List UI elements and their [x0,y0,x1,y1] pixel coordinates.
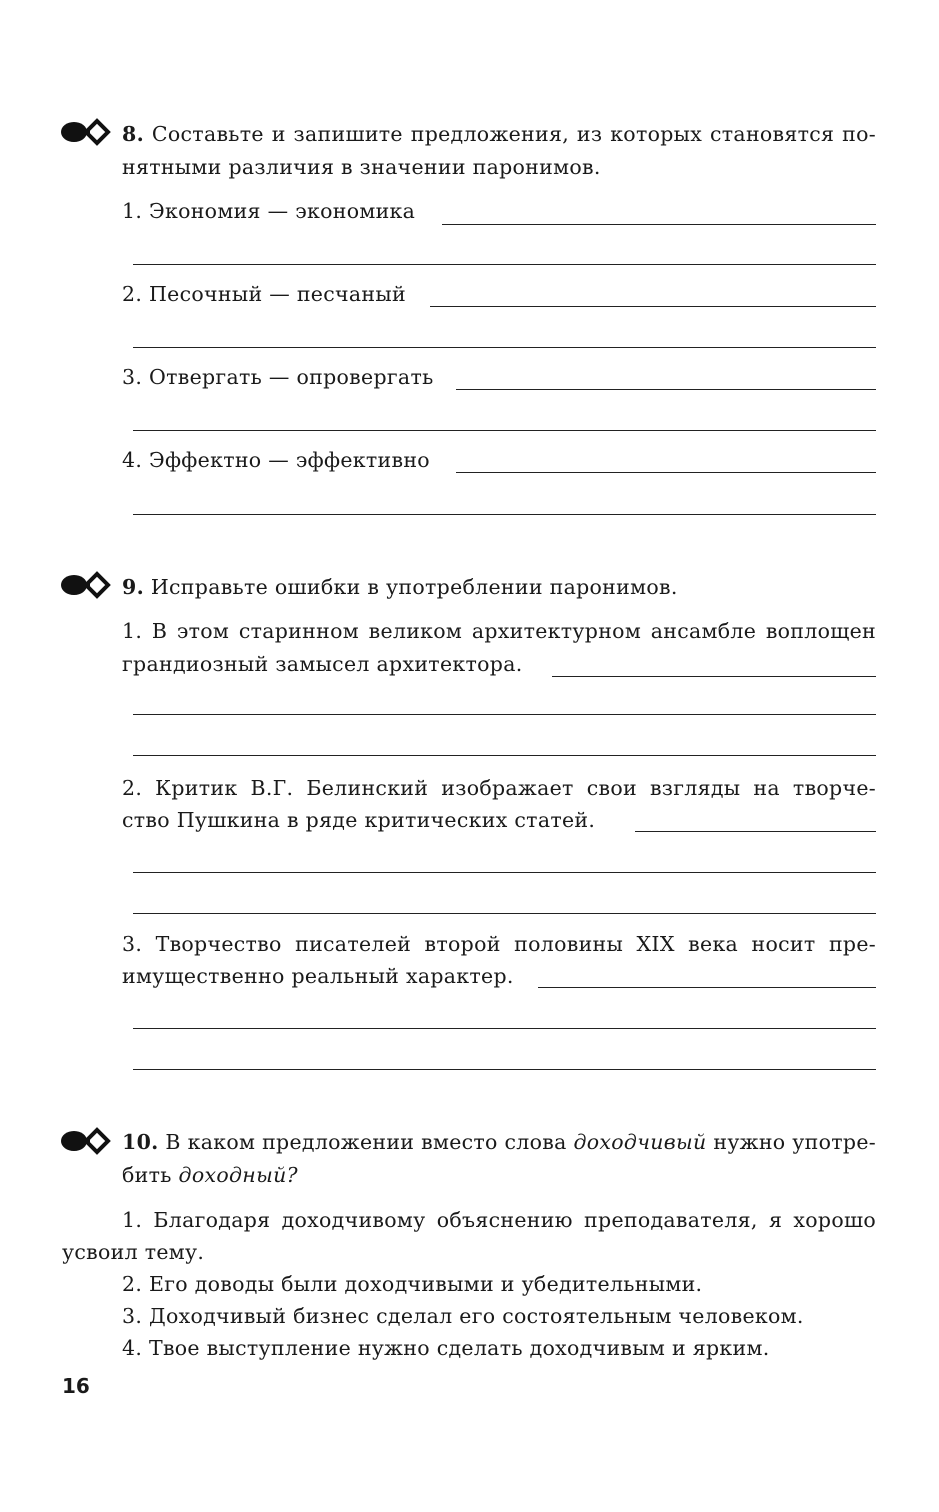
page-number: 16 [62,1374,90,1398]
answer-line[interactable] [133,755,876,756]
task10-prompt-line2 [122,1159,298,1191]
task8-prompt-text: Составьте и запишите предложения, из которых становятся по- [151,122,876,146]
task9-item-1-line1: 1. В этом старинном великом архитектурном ансамбле воплощен [122,619,876,643]
task9-item-3-line2: имущественно реальный характер. [122,964,514,988]
answer-line[interactable] [133,872,876,873]
task-marker-icon [60,118,112,146]
answer-line[interactable] [133,264,876,265]
task9-item-3-line1: 3. Творчество писателей второй половины XIX века носит пре- [122,932,876,956]
task10-prompt-a: В каком предложении вместо слова [165,1130,567,1154]
task8-item-4: 4. Эффектно — эффективно [122,448,430,472]
task10-option-2: 2. Его доводы были доходчивыми и убедительными. [122,1272,703,1296]
answer-line[interactable] [456,472,876,473]
task9-prompt [122,571,678,603]
answer-line[interactable] [133,430,876,431]
task9-prompt-text: Исправьте ошибки в употреблении паронимов. [150,575,678,599]
task8-item-1: 1. Экономия — экономика [122,199,416,223]
answer-line[interactable] [442,224,876,225]
answer-line[interactable] [133,514,876,515]
task8-prompt-line2: нятными различия в значении паронимов. [122,155,601,179]
answer-line[interactable] [133,913,876,914]
task10-word-dokhodnyi: доходный? [178,1163,298,1187]
task9-item-2-line1: 2. Критик В.Г. Белинский изображает свои взгляды на творче- [122,776,876,800]
task8-item-3: 3. Отвергать — опровергать [122,365,434,389]
task9-number: 9. [122,575,145,599]
task-marker-icon [60,1127,112,1155]
answer-line[interactable] [430,306,876,307]
answer-line[interactable] [133,1069,876,1070]
task-marker-icon [60,571,112,599]
answer-line[interactable] [538,987,876,988]
task10-prompt-c: бить [122,1163,172,1187]
answer-line[interactable] [552,676,876,677]
task10-number: 10. [122,1130,159,1154]
answer-line[interactable] [133,347,876,348]
task8-item-2: 2. Песочный — песчаный [122,282,406,306]
task10-prompt-b: нужно употре- [713,1130,876,1154]
answer-line[interactable] [635,831,876,832]
task10-option-4: 4. Твое выступление нужно сделать доходчивым и ярким. [122,1336,770,1360]
answer-line[interactable] [133,714,876,715]
task10-prompt-line1 [122,1126,876,1158]
task10-word-dokhodchivyi: доходчивый [573,1130,707,1154]
task10-option-1-line1: 1. Благодаря доходчивому объяснению преподавателя, я хорошо [122,1208,876,1232]
task8-prompt-line1 [122,118,876,150]
task9-item-2-line2: ство Пушкина в ряде критических статей. [122,808,596,832]
task10-option-1-line2: усвоил тему. [62,1240,205,1264]
task8-number: 8. [122,122,145,146]
answer-line[interactable] [456,389,876,390]
answer-line[interactable] [133,1028,876,1029]
task9-item-1-line2: грандиозный замысел архитектора. [122,652,523,676]
task10-option-3: 3. Доходчивый бизнес сделал его состоятельным человеком. [122,1304,804,1328]
